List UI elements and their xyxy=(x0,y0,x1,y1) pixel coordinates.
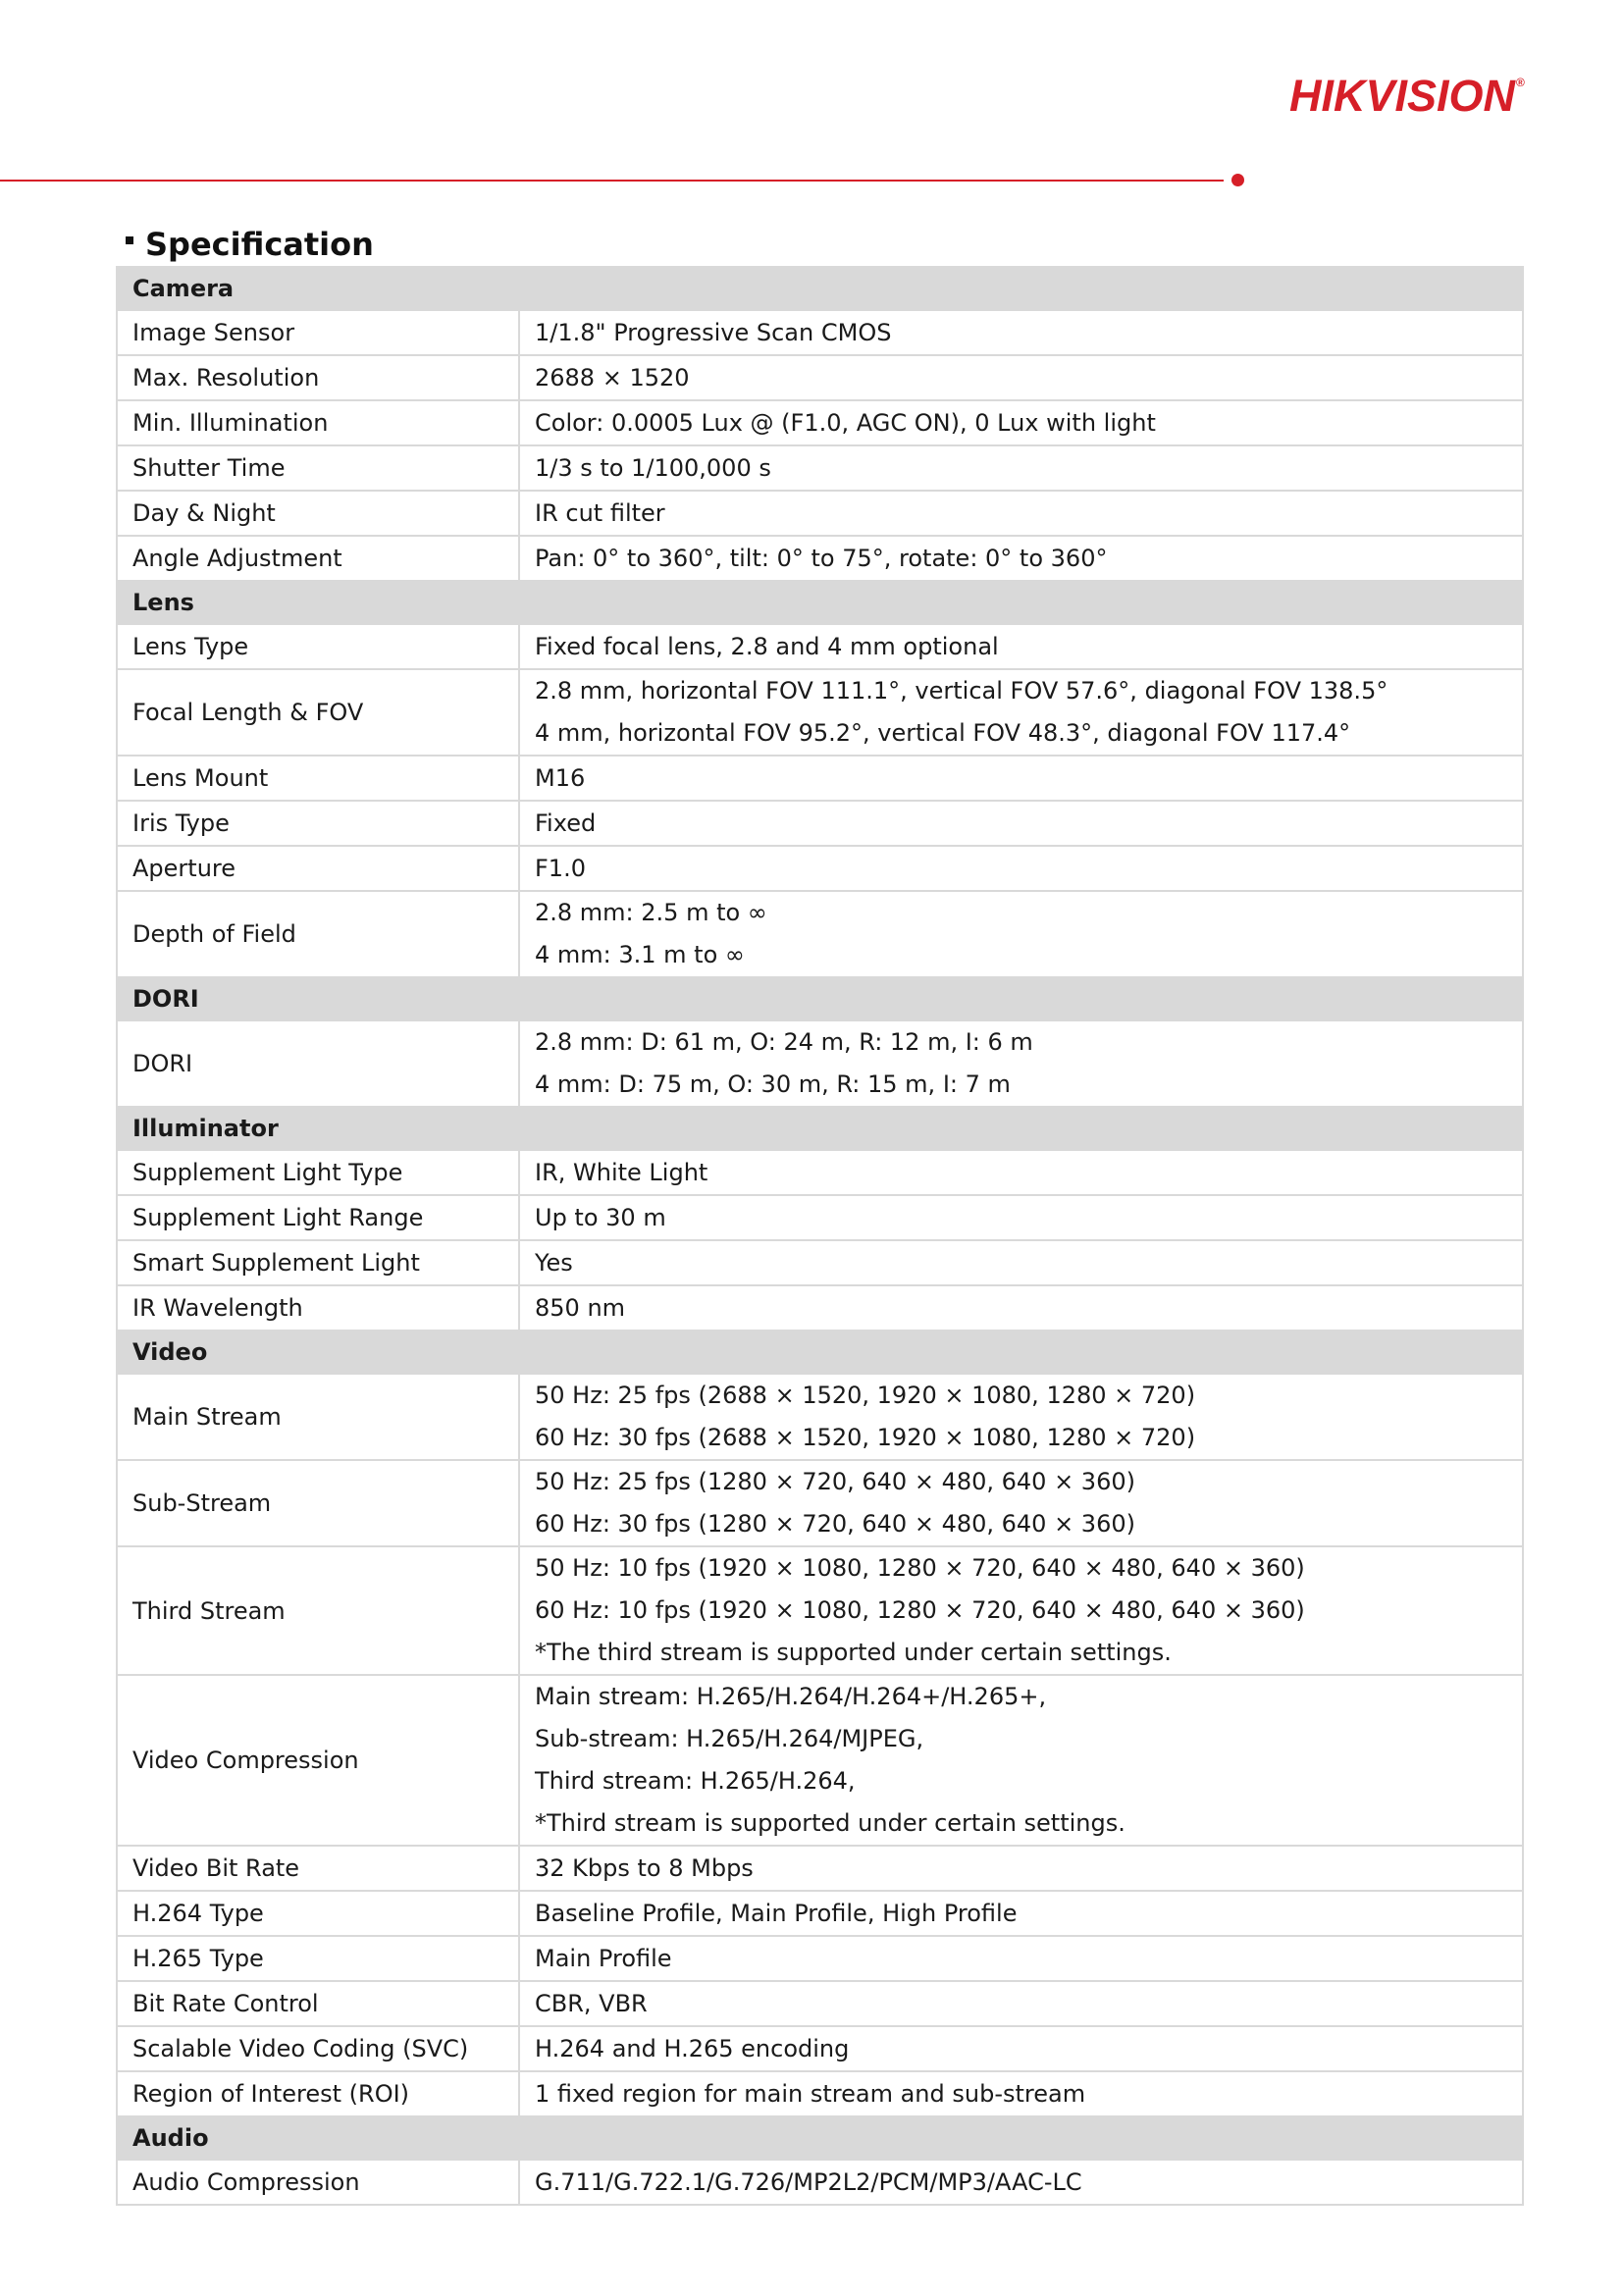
spec-value-line: Baseline Profile, Main Profile, High Profile xyxy=(535,1900,1018,1927)
spec-value-line: 32 Kbps to 8 Mbps xyxy=(535,1854,754,1882)
spec-value-line: F1.0 xyxy=(535,855,586,882)
spec-value-line: Yes xyxy=(535,1249,573,1277)
spec-value-line: 4 mm, horizontal FOV 95.2°, vertical FOV 48.3°, diagonal FOV 117.4° xyxy=(535,719,1351,747)
spec-value xyxy=(519,891,1523,977)
spec-value-line: Main Profile xyxy=(535,1945,672,1972)
spec-label: Supplement Light Range xyxy=(117,1195,519,1240)
spec-value xyxy=(519,536,1523,581)
spec-label: Shutter Time xyxy=(117,445,519,491)
spec-value xyxy=(519,310,1523,355)
spec-label: Video Compression xyxy=(117,1675,519,1846)
table-row xyxy=(117,1460,1523,1546)
spec-table xyxy=(116,266,1524,2206)
spec-label: DORI xyxy=(117,1020,519,1107)
table-row xyxy=(117,669,1523,756)
category-row xyxy=(117,2116,1523,2160)
table-row xyxy=(117,801,1523,846)
table-row xyxy=(117,756,1523,801)
table-row xyxy=(117,1675,1523,1846)
spec-value-line: 2.8 mm: D: 61 m, O: 24 m, R: 12 m, I: 6 m xyxy=(535,1028,1033,1056)
spec-value-line: 4 mm: 3.1 m to ∞ xyxy=(535,941,745,968)
table-row xyxy=(117,1846,1523,1891)
spec-label: Main Stream xyxy=(117,1374,519,1460)
spec-label: Audio Compression xyxy=(117,2160,519,2205)
spec-value-line: 50 Hz: 25 fps (2688 × 1520, 1920 × 1080, 1280 × 720) xyxy=(535,1382,1196,1409)
table-row xyxy=(117,1374,1523,1460)
spec-value-line: CBR, VBR xyxy=(535,1990,648,2017)
spec-label: Lens Mount xyxy=(117,756,519,801)
table-row xyxy=(117,355,1523,400)
category-title: Video xyxy=(117,1331,1523,1374)
spec-value xyxy=(519,1546,1523,1675)
spec-value-line: Fixed xyxy=(535,809,597,837)
category-title: Illuminator xyxy=(117,1107,1523,1150)
spec-value-line: Third stream: H.265/H.264, xyxy=(535,1767,856,1795)
table-row xyxy=(117,445,1523,491)
spec-label: Lens Type xyxy=(117,624,519,669)
spec-value xyxy=(519,1020,1523,1107)
spec-label: Third Stream xyxy=(117,1546,519,1675)
logo-text: HIKVISION xyxy=(1289,71,1516,121)
spec-value-line: 850 nm xyxy=(535,1294,626,1322)
spec-value xyxy=(519,846,1523,891)
table-row xyxy=(117,536,1523,581)
spec-value-line: IR, White Light xyxy=(535,1159,708,1186)
table-row xyxy=(117,1546,1523,1675)
spec-value-line: 4 mm: D: 75 m, O: 30 m, R: 15 m, I: 7 m xyxy=(535,1070,1011,1098)
table-row xyxy=(117,2160,1523,2205)
table-row xyxy=(117,1020,1523,1107)
header-divider-dot xyxy=(1231,174,1244,186)
header-divider xyxy=(0,180,1224,182)
spec-value xyxy=(519,1195,1523,1240)
spec-value-line: 50 Hz: 25 fps (1280 × 720, 640 × 480, 640 × 360) xyxy=(535,1468,1135,1495)
spec-label: Min. Illumination xyxy=(117,400,519,445)
category-row xyxy=(117,1331,1523,1374)
spec-value-line: Pan: 0° to 360°, tilt: 0° to 75°, rotate: 0° to 360° xyxy=(535,545,1108,572)
spec-value xyxy=(519,491,1523,536)
table-row xyxy=(117,891,1523,977)
page-title xyxy=(126,220,374,269)
spec-value xyxy=(519,2160,1523,2205)
table-row xyxy=(117,2071,1523,2116)
title-bullet-icon xyxy=(126,236,133,244)
spec-value xyxy=(519,1374,1523,1460)
spec-value xyxy=(519,445,1523,491)
category-title: Camera xyxy=(117,267,1523,310)
spec-label: IR Wavelength xyxy=(117,1285,519,1331)
spec-value-line: 1 fixed region for main stream and sub-stream xyxy=(535,2080,1086,2108)
spec-value-line: 60 Hz: 30 fps (2688 × 1520, 1920 × 1080, 1280 × 720) xyxy=(535,1424,1196,1451)
spec-value-line: IR cut filter xyxy=(535,499,665,527)
spec-value xyxy=(519,1981,1523,2026)
spec-value-line: 60 Hz: 10 fps (1920 × 1080, 1280 × 720, 640 × 480, 640 × 360) xyxy=(535,1596,1305,1624)
spec-table-body xyxy=(117,267,1523,2205)
spec-value-line: 2.8 mm, horizontal FOV 111.1°, vertical FOV 57.6°, diagonal FOV 138.5° xyxy=(535,677,1388,704)
spec-label: Bit Rate Control xyxy=(117,1981,519,2026)
table-row xyxy=(117,1891,1523,1936)
spec-label: H.264 Type xyxy=(117,1891,519,1936)
spec-label: Image Sensor xyxy=(117,310,519,355)
spec-value xyxy=(519,801,1523,846)
spec-value-line: *Third stream is supported under certain settings. xyxy=(535,1809,1126,1837)
spec-value-line: Fixed focal lens, 2.8 and 4 mm optional xyxy=(535,633,999,660)
table-row xyxy=(117,1981,1523,2026)
registered-mark: ® xyxy=(1516,76,1525,89)
table-row xyxy=(117,400,1523,445)
spec-label: Day & Night xyxy=(117,491,519,536)
spec-value xyxy=(519,1936,1523,1981)
category-row xyxy=(117,581,1523,624)
category-title: DORI xyxy=(117,977,1523,1020)
spec-value xyxy=(519,1285,1523,1331)
spec-label: Supplement Light Type xyxy=(117,1150,519,1195)
spec-label: Scalable Video Coding (SVC) xyxy=(117,2026,519,2071)
spec-value-line: 1/1.8" Progressive Scan CMOS xyxy=(535,319,892,346)
table-row xyxy=(117,1936,1523,1981)
spec-label: Depth of Field xyxy=(117,891,519,977)
spec-value xyxy=(519,624,1523,669)
table-row xyxy=(117,1285,1523,1331)
spec-value-line: *The third stream is supported under certain settings. xyxy=(535,1639,1172,1666)
spec-value-line: Color: 0.0005 Lux @ (F1.0, AGC ON), 0 Lux with light xyxy=(535,409,1156,437)
spec-value-line: H.264 and H.265 encoding xyxy=(535,2035,850,2062)
table-row xyxy=(117,310,1523,355)
spec-value-line: M16 xyxy=(535,764,586,792)
table-row xyxy=(117,2026,1523,2071)
spec-value xyxy=(519,1891,1523,1936)
hikvision-logo xyxy=(1289,71,1564,122)
spec-label: Aperture xyxy=(117,846,519,891)
spec-label: Focal Length & FOV xyxy=(117,669,519,756)
spec-value xyxy=(519,1460,1523,1546)
spec-value xyxy=(519,756,1523,801)
table-row xyxy=(117,491,1523,536)
category-row xyxy=(117,1107,1523,1150)
spec-label: Sub-Stream xyxy=(117,1460,519,1546)
category-title: Lens xyxy=(117,581,1523,624)
category-title: Audio xyxy=(117,2116,1523,2160)
spec-value-line: Sub-stream: H.265/H.264/MJPEG, xyxy=(535,1725,924,1752)
spec-label: H.265 Type xyxy=(117,1936,519,1981)
table-row xyxy=(117,846,1523,891)
table-row xyxy=(117,1150,1523,1195)
spec-label: Angle Adjustment xyxy=(117,536,519,581)
spec-label: Iris Type xyxy=(117,801,519,846)
table-row xyxy=(117,1240,1523,1285)
spec-value xyxy=(519,400,1523,445)
spec-value-line: 2.8 mm: 2.5 m to ∞ xyxy=(535,899,767,926)
spec-value xyxy=(519,1846,1523,1891)
spec-value xyxy=(519,1240,1523,1285)
spec-value xyxy=(519,2026,1523,2071)
spec-label: Region of Interest (ROI) xyxy=(117,2071,519,2116)
spec-label: Video Bit Rate xyxy=(117,1846,519,1891)
spec-value-line: Up to 30 m xyxy=(535,1204,666,1231)
spec-value-line: 60 Hz: 30 fps (1280 × 720, 640 × 480, 640 × 360) xyxy=(535,1510,1135,1538)
spec-value xyxy=(519,355,1523,400)
spec-label: Smart Supplement Light xyxy=(117,1240,519,1285)
table-row xyxy=(117,624,1523,669)
table-row xyxy=(117,1195,1523,1240)
spec-value-line: 2688 × 1520 xyxy=(535,364,690,391)
spec-value-line: 1/3 s to 1/100,000 s xyxy=(535,454,771,482)
category-row xyxy=(117,267,1523,310)
spec-value xyxy=(519,1675,1523,1846)
spec-value-line: 50 Hz: 10 fps (1920 × 1080, 1280 × 720, 640 × 480, 640 × 360) xyxy=(535,1554,1305,1582)
spec-value xyxy=(519,2071,1523,2116)
spec-value-line: G.711/G.722.1/G.726/MP2L2/PCM/MP3/AAC-LC xyxy=(535,2168,1082,2196)
spec-value xyxy=(519,669,1523,756)
page-title-text: Specification xyxy=(145,226,374,263)
category-row xyxy=(117,977,1523,1020)
spec-value xyxy=(519,1150,1523,1195)
spec-value-line: Main stream: H.265/H.264/H.264+/H.265+, xyxy=(535,1683,1047,1710)
spec-label: Max. Resolution xyxy=(117,355,519,400)
